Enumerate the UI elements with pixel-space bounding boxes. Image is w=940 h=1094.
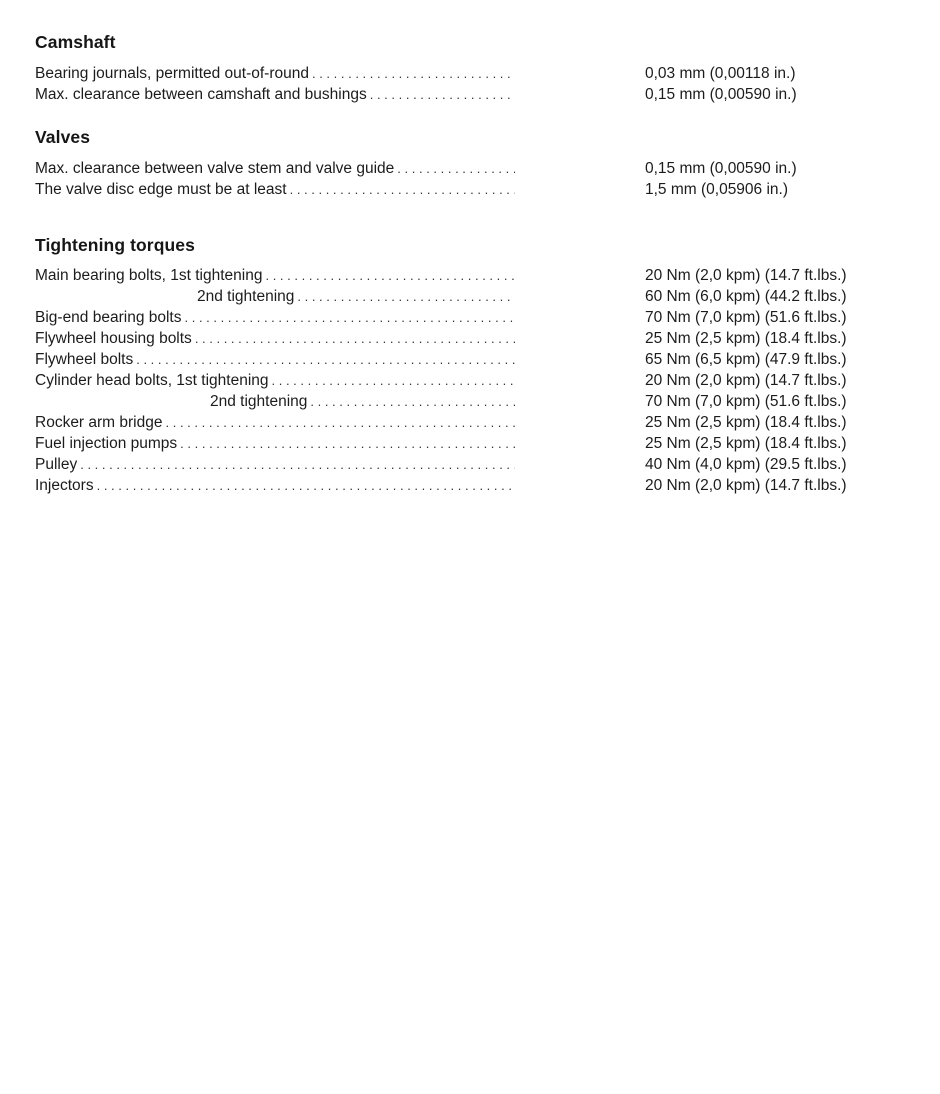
torque-spec-list: [35, 265, 905, 496]
spec-row: [35, 391, 905, 412]
valves-section: [35, 127, 905, 200]
spec-label: Rocker arm bridge: [35, 412, 166, 433]
spec-label: Max. clearance between camshaft and bushings: [35, 84, 370, 105]
dot-leader: [297, 286, 515, 307]
spec-label: Big-end bearing bolts: [35, 307, 185, 328]
spec-row: [35, 158, 905, 179]
spec-value: 0,15 mm (0,00590 in.): [645, 160, 797, 177]
spec-row: [35, 349, 905, 370]
dot-leader: [397, 158, 515, 179]
spec-label: Fuel injection pumps: [35, 433, 180, 454]
dot-leader: [310, 391, 515, 412]
spec-label: Pulley: [35, 454, 80, 475]
spec-value: 25 Nm (2,5 kpm) (18.4 ft.lbs.): [645, 330, 847, 347]
dot-leader: [290, 179, 515, 200]
spec-label: Cylinder head bolts, 1st tightening: [35, 370, 272, 391]
spec-row: [35, 179, 905, 200]
spec-row: [35, 454, 905, 475]
spec-row: [35, 286, 905, 307]
spec-row: [35, 265, 905, 286]
camshaft-spec-list: [35, 63, 905, 105]
spec-label: 2nd tightening: [210, 391, 310, 412]
dot-leader: [80, 454, 515, 475]
spec-label: Flywheel bolts: [35, 349, 136, 370]
spec-label: Main bearing bolts, 1st tightening: [35, 265, 265, 286]
spec-value: 60 Nm (6,0 kpm) (44.2 ft.lbs.): [645, 288, 847, 305]
valves-heading: Valves: [35, 127, 91, 147]
dot-leader: [265, 265, 515, 286]
spec-value: 65 Nm (6,5 kpm) (47.9 ft.lbs.): [645, 351, 847, 368]
spec-row: [35, 63, 905, 84]
spec-row: [35, 307, 905, 328]
dot-leader: [136, 349, 515, 370]
dot-leader: [97, 475, 515, 496]
spec-value: 40 Nm (4,0 kpm) (29.5 ft.lbs.): [645, 456, 847, 473]
camshaft-section: [35, 32, 905, 105]
spec-row: [35, 475, 905, 496]
spec-label: Injectors: [35, 475, 97, 496]
spec-row: [35, 328, 905, 349]
tightening-torques-section: [35, 235, 905, 496]
spec-label: The valve disc edge must be at least: [35, 179, 290, 200]
dot-leader: [166, 412, 516, 433]
dot-leader: [195, 328, 515, 349]
spec-value: 20 Nm (2,0 kpm) (14.7 ft.lbs.): [645, 267, 847, 284]
spec-value: 0,15 mm (0,00590 in.): [645, 86, 797, 103]
spec-value: 1,5 mm (0,05906 in.): [645, 181, 789, 198]
spec-row: [35, 370, 905, 391]
spec-value: 20 Nm (2,0 kpm) (14.7 ft.lbs.): [645, 372, 847, 389]
spec-value: 0,03 mm (0,00118 in.): [645, 65, 796, 82]
dot-leader: [180, 433, 515, 454]
dot-leader: [312, 63, 515, 84]
dot-leader: [370, 84, 515, 105]
spec-label: Max. clearance between valve stem and valve guide: [35, 158, 397, 179]
dot-leader: [272, 370, 515, 391]
tightening-torques-heading: Tightening torques: [35, 235, 195, 255]
valves-spec-list: [35, 158, 905, 200]
spec-label: Bearing journals, permitted out-of-round: [35, 63, 312, 84]
spec-value: 25 Nm (2,5 kpm) (18.4 ft.lbs.): [645, 414, 847, 431]
spec-value: 20 Nm (2,0 kpm) (14.7 ft.lbs.): [645, 477, 847, 494]
spec-value: 70 Nm (7,0 kpm) (51.6 ft.lbs.): [645, 309, 847, 326]
spec-row: [35, 84, 905, 105]
spec-label: 2nd tightening: [197, 286, 297, 307]
spec-row: [35, 433, 905, 454]
dot-leader: [185, 307, 516, 328]
spec-value: 25 Nm (2,5 kpm) (18.4 ft.lbs.): [645, 435, 847, 452]
spec-value: 70 Nm (7,0 kpm) (51.6 ft.lbs.): [645, 393, 847, 410]
spec-row: [35, 412, 905, 433]
spec-label: Flywheel housing bolts: [35, 328, 195, 349]
camshaft-heading: Camshaft: [35, 32, 116, 52]
